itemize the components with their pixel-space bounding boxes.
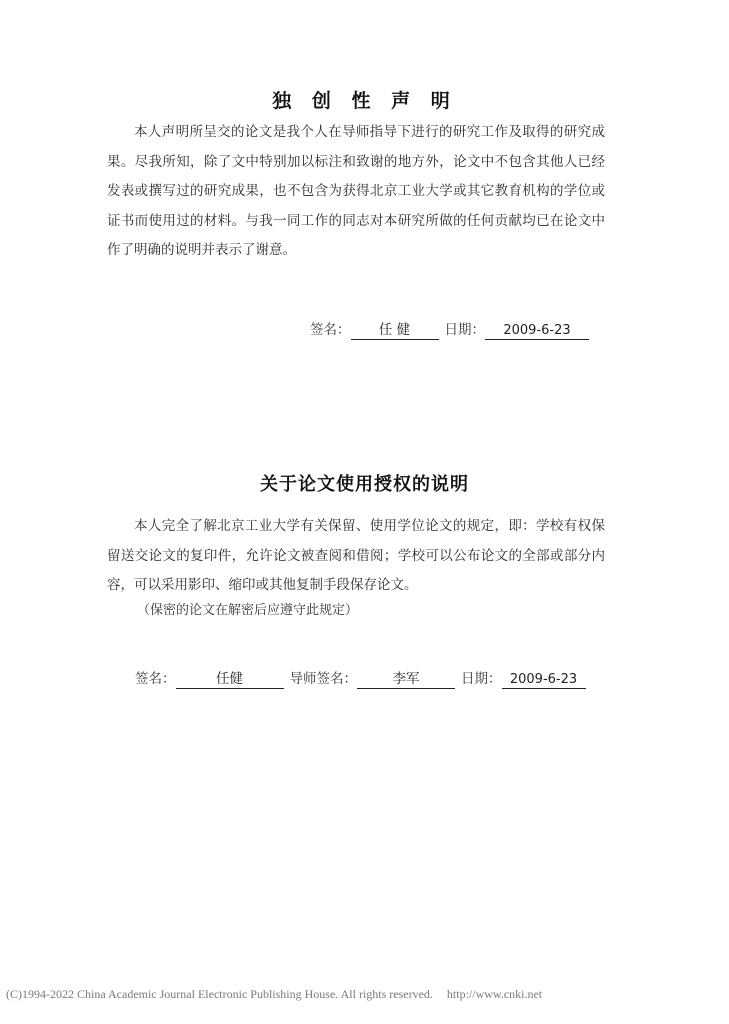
date-value: 2009-6-23 bbox=[502, 672, 586, 689]
signature-value: 任 健 bbox=[351, 318, 439, 340]
declaration-title: 独 创 性 声 明 bbox=[272, 90, 457, 112]
confidentiality-note: （保密的论文在解密后应遵守此规定） bbox=[137, 603, 359, 618]
copyright-text: (C)1994-2022 China Academic Journal Electronic Publishing House. All rights reserved. bbox=[6, 987, 433, 1001]
copyright-footer bbox=[6, 987, 542, 1002]
signature-label: 签名： bbox=[135, 671, 176, 687]
cnki-url: http://www.cnki.net bbox=[446, 987, 543, 1001]
authorization-signature-line bbox=[135, 667, 592, 689]
date-value: 2009-6-23 bbox=[485, 323, 589, 340]
authorization-body: 本人完全了解北京工业大学有关保留、使用学位论文的规定，即：学校有权保留送交论文的复印件，允许论文被查阅和借阅；学校可以公布论文的全部或部分内容，可以采用影印、缩印或其他复制手段保存论文。 bbox=[107, 518, 605, 593]
date-label: 日期： bbox=[444, 322, 485, 338]
declaration-body: 本人声明所呈交的论文是我个人在导师指导下进行的研究工作及取得的研究成果。尽我所知，除了文中特别加以标注和致谢的地方外，论文中不包含其他人已经发表或撰写过的研究成果，也不包含为获得北京工业大学或其它教育机构的学位或证书而使用过的材料。与我一同工作的同志对本研究所做的任何贡献均已在论文中作了明确的说明并表示了谢意。 bbox=[107, 124, 605, 258]
advisor-signature-label: 导师签名： bbox=[289, 671, 357, 687]
authorization-title: 关于论文使用授权的说明 bbox=[260, 474, 469, 495]
declaration-signature-line bbox=[310, 318, 595, 340]
signature-label: 签名： bbox=[310, 322, 351, 338]
signature-value: 任健 bbox=[176, 667, 284, 689]
advisor-signature-value: 李军 bbox=[357, 667, 455, 689]
date-label: 日期： bbox=[461, 671, 502, 687]
